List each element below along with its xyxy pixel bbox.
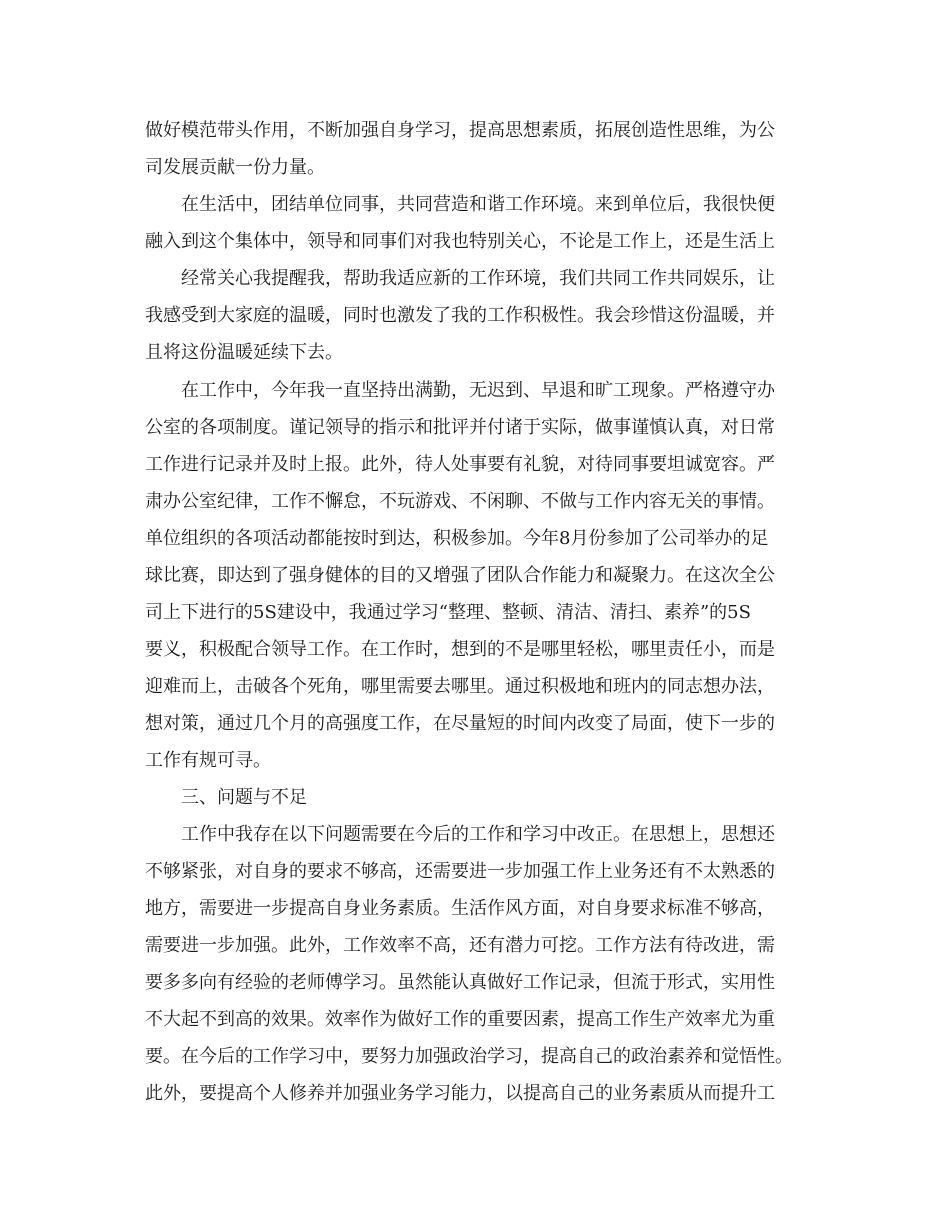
text-line: 肃办公室纪律，工作不懈怠，不玩游戏、不闲聊、不做与工作内容无关的事情。: [145, 491, 775, 512]
text-line: 在生活中，团结单位同事，共同营造和谐工作环境。来到单位后，我很快便: [181, 194, 775, 215]
section-heading: 三、问题与不足: [181, 787, 307, 808]
text-line: 想对策，通过几个月的高强度工作，在尽量短的时间内改变了局面，使下一步的: [145, 713, 775, 734]
text-line: 不够紧张，对自身的要求不够高，还需要进一步加强工作上业务还有不太熟悉的: [145, 861, 775, 882]
text-line: 地方，需要进一步提高自身业务素质。生活作风方面，对自身要求标准不够高，: [145, 898, 775, 919]
text-line: 融入到这个集体中，领导和同事们对我也特别关心，不论是工作上，还是生活上: [145, 231, 775, 252]
text-line: 工作有规可寻。: [145, 750, 271, 771]
text-line: 要多多向有经验的老师傅学习。虽然能认真做好工作记录，但流于形式，实用性: [145, 972, 775, 993]
text-line: 工作进行记录并及时上报。此外，待人处事要有礼貌，对待同事要坦诚宽容。严: [145, 454, 775, 475]
text-line: 经常关心我提醒我，帮助我适应新的工作环境，我们共同工作共同娱乐，让: [181, 268, 775, 289]
text-line: 要。在今后的工作学习中，要努力加强政治学习，提高自己的政治素养和觉悟性。: [145, 1046, 793, 1067]
text-line: 公室的各项制度。谨记领导的指示和批评并付诸于实际，做事谨慎认真，对日常: [145, 417, 775, 438]
text-line: 在工作中，今年我一直坚持出满勤，无迟到、早退和旷工现象。严格遵守办: [181, 380, 775, 401]
text-line: 司上下进行的5S建设中，我通过学习“整理、整顿、清洁、清扫、素养”的5S: [145, 602, 751, 623]
text-line: 司发展贡献一份力量。: [145, 157, 325, 178]
text-line: 不大起不到高的效果。效率作为做好工作的重要因素，提高工作生产效率尤为重: [145, 1009, 775, 1030]
text-line: 球比赛，即达到了强身健体的目的又增强了团队合作能力和凝聚力。在这次全公: [145, 565, 775, 586]
text-line: 此外，要提高个人修养并加强业务学习能力，以提高自己的业务素质从而提升工: [145, 1083, 775, 1104]
text-line: 工作中我存在以下问题需要在今后的工作和学习中改正。在思想上，思想还: [181, 824, 775, 845]
text-line: 要义，积极配合领导工作。在工作时，想到的不是哪里轻松，哪里责任小，而是: [145, 639, 775, 660]
text-line: 需要进一步加强。此外，工作效率不高，还有潜力可挖。工作方法有待改进，需: [145, 935, 775, 956]
text-line: 迎难而上，击破各个死角，哪里需要去哪里。通过积极地和班内的同志想办法，: [145, 676, 775, 697]
text-line: 我感受到大家庭的温暖，同时也激发了我的工作积极性。我会珍惜这份温暖，并: [145, 305, 775, 326]
text-line: 且将这份温暖延续下去。: [145, 342, 343, 363]
text-line: 单位组织的各项活动都能按时到达，积极参加。今年8月份参加了公司举办的足: [145, 528, 769, 549]
text-line: 做好模范带头作用，不断加强自身学习，提高思想素质，拓展创造性思维，为公: [145, 120, 775, 141]
